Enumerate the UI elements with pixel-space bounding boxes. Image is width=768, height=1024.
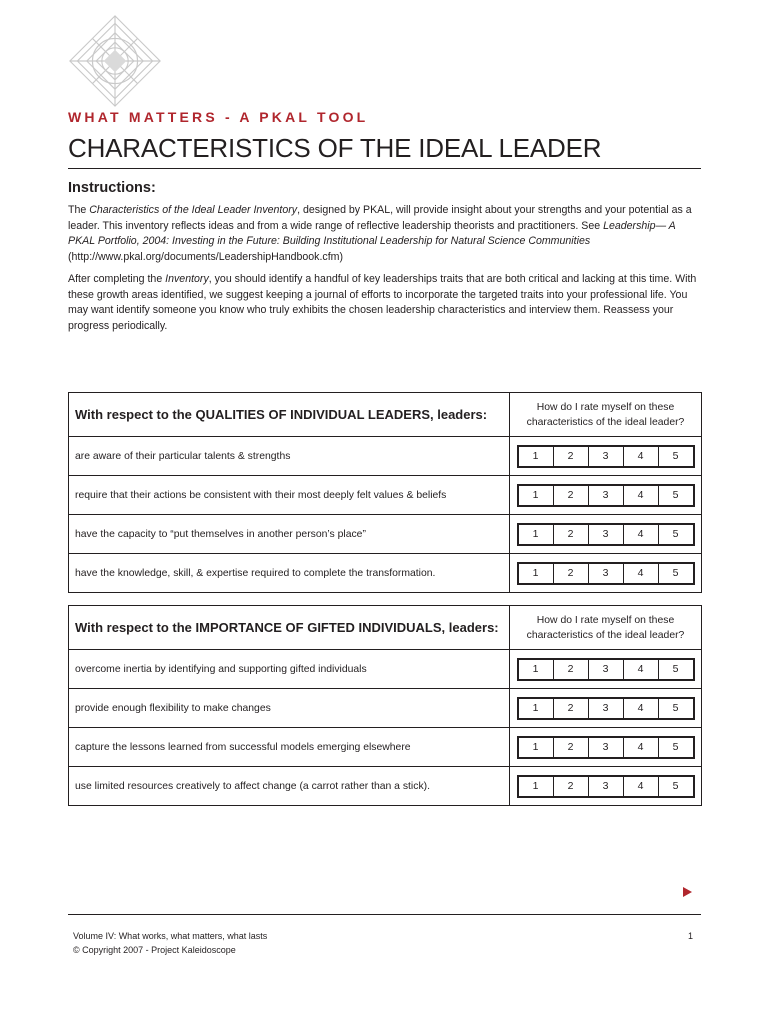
instructions-heading: Instructions: xyxy=(68,180,156,196)
rating-option-5[interactable]: 5 xyxy=(658,486,693,505)
rating-scale xyxy=(517,736,695,759)
text-run: After completing the xyxy=(68,273,166,285)
inventory-title: Characteristics of the Ideal Leader Inventory xyxy=(89,204,298,216)
rating-option-3[interactable]: 3 xyxy=(588,777,623,796)
item-label: provide enough flexibility to make changes xyxy=(69,689,510,728)
rating-option-5[interactable]: 5 xyxy=(658,699,693,718)
rating-cell xyxy=(510,515,702,554)
gifted-individuals-table xyxy=(68,605,702,806)
table-row xyxy=(69,554,702,593)
table-row xyxy=(69,515,702,554)
rating-option-5[interactable]: 5 xyxy=(658,447,693,466)
rating-scale xyxy=(517,562,695,585)
rating-option-3[interactable]: 3 xyxy=(588,660,623,679)
pkal-logo xyxy=(68,14,162,108)
table-row xyxy=(69,767,702,806)
rating-cell xyxy=(510,767,702,806)
rating-cell xyxy=(510,437,702,476)
rating-option-2[interactable]: 2 xyxy=(553,660,588,679)
rating-option-1[interactable]: 1 xyxy=(532,489,539,501)
item-label: have the capacity to “put themselves in another person’s place” xyxy=(69,515,510,554)
rating-option-4[interactable]: 4 xyxy=(623,486,658,505)
rating-option-3[interactable]: 3 xyxy=(588,486,623,505)
rating-option-1[interactable]: 1 xyxy=(532,741,539,753)
portfolio-reference: Leadership— A PKAL Portfolio, 2004: Investing in the Future: Building Institutional Leadership for Natural Science Communities xyxy=(68,219,676,247)
rating-option-5[interactable]: 5 xyxy=(658,525,693,544)
rating-option-4[interactable]: 4 xyxy=(623,660,658,679)
qualities-table xyxy=(68,392,702,593)
rating-cell xyxy=(510,728,702,767)
rating-option-2[interactable]: 2 xyxy=(553,738,588,757)
rating-scale xyxy=(517,697,695,720)
rating-option-1[interactable]: 1 xyxy=(532,663,539,675)
item-label: have the knowledge, skill, & expertise required to complete the transformation. xyxy=(69,554,510,593)
item-label: require that their actions be consistent with their most deeply felt values & beliefs xyxy=(69,476,510,515)
next-page-arrow-icon[interactable] xyxy=(683,887,692,897)
rating-option-2[interactable]: 2 xyxy=(553,564,588,583)
rating-option-3[interactable]: 3 xyxy=(588,564,623,583)
footer-copyright: © Copyright 2007 - Project Kaleidoscope xyxy=(73,945,236,955)
rating-scale xyxy=(517,775,695,798)
table-row xyxy=(69,728,702,767)
rating-option-4[interactable]: 4 xyxy=(623,525,658,544)
rating-option-3[interactable]: 3 xyxy=(588,447,623,466)
rating-cell xyxy=(510,476,702,515)
rating-option-3[interactable]: 3 xyxy=(588,525,623,544)
rating-option-3[interactable]: 3 xyxy=(588,699,623,718)
table-header-row xyxy=(69,606,702,650)
rating-scale xyxy=(517,484,695,507)
rating-option-3[interactable]: 3 xyxy=(588,738,623,757)
rating-scale xyxy=(517,658,695,681)
series-kicker: WHAT MATTERS - A PKAL TOOL xyxy=(68,109,369,125)
rating-cell xyxy=(510,650,702,689)
rating-option-2[interactable]: 2 xyxy=(553,777,588,796)
item-label: use limited resources creatively to affect change (a carrot rather than a stick). xyxy=(69,767,510,806)
text-run: , you should identify a handful of key leaderships traits that are both critical and lacking at this time. With these growth areas identified, we suggest keeping a journal of efforts to incorporate the targeted traits into your professional life. You may want identify someone you know who truly exhibits the chosen leadership characteristics and interview them. Reassess your progress periodically. xyxy=(68,273,697,332)
instructions-paragraph-2 xyxy=(68,272,701,334)
rating-question: How do I rate myself on these characteristics of the ideal leader? xyxy=(510,606,702,650)
page-title: CHARACTERISTICS OF THE IDEAL LEADER xyxy=(68,133,602,163)
inventory-word: Inventory xyxy=(165,273,209,285)
reference-url: (http://www.pkal.org/documents/LeadershipHandbook.cfm) xyxy=(68,250,343,263)
rating-option-5[interactable]: 5 xyxy=(658,777,693,796)
title-divider xyxy=(68,168,701,169)
rating-option-1[interactable]: 1 xyxy=(532,567,539,579)
rating-option-4[interactable]: 4 xyxy=(623,738,658,757)
rating-option-4[interactable]: 4 xyxy=(623,564,658,583)
rating-option-1[interactable]: 1 xyxy=(532,780,539,792)
item-label: overcome inertia by identifying and supporting gifted individuals xyxy=(69,650,510,689)
item-label: capture the lessons learned from successful models emerging elsewhere xyxy=(69,728,510,767)
rating-option-1[interactable]: 1 xyxy=(532,450,539,462)
rating-scale xyxy=(517,523,695,546)
rating-cell xyxy=(510,554,702,593)
table-row xyxy=(69,476,702,515)
rating-option-2[interactable]: 2 xyxy=(553,447,588,466)
rating-option-4[interactable]: 4 xyxy=(623,777,658,796)
rating-option-4[interactable]: 4 xyxy=(623,447,658,466)
table-row xyxy=(69,689,702,728)
rating-option-4[interactable]: 4 xyxy=(623,699,658,718)
text-run: , designed by PKAL, will provide insight about your strengths and your potential as a leader. This inventory reflects ideas and from a wide range of reflective leadership theorists and practitioners. See xyxy=(68,204,692,232)
rating-option-1[interactable]: 1 xyxy=(532,528,539,540)
rating-scale xyxy=(517,445,695,468)
rating-option-5[interactable]: 5 xyxy=(658,738,693,757)
rating-question: How do I rate myself on these characteristics of the ideal leader? xyxy=(510,393,702,437)
rating-cell xyxy=(510,689,702,728)
table-heading: With respect to the QUALITIES OF INDIVIDUAL LEADERS, leaders: xyxy=(69,393,510,437)
table-header-row xyxy=(69,393,702,437)
rating-option-1[interactable]: 1 xyxy=(532,702,539,714)
instructions-paragraph-1 xyxy=(68,203,701,265)
rating-option-5[interactable]: 5 xyxy=(658,660,693,679)
rating-option-2[interactable]: 2 xyxy=(553,699,588,718)
footer-divider xyxy=(68,914,701,915)
page-number: 1 xyxy=(688,931,694,941)
table-heading: With respect to the IMPORTANCE OF GIFTED INDIVIDUALS, leaders: xyxy=(69,606,510,650)
rating-option-5[interactable]: 5 xyxy=(658,564,693,583)
item-label: are aware of their particular talents & strengths xyxy=(69,437,510,476)
text-run: The xyxy=(68,204,90,216)
table-row xyxy=(69,650,702,689)
footer-volume: Volume IV: What works, what matters, what lasts xyxy=(73,931,268,941)
table-row xyxy=(69,437,702,476)
rating-option-2[interactable]: 2 xyxy=(553,486,588,505)
rating-option-2[interactable]: 2 xyxy=(553,525,588,544)
